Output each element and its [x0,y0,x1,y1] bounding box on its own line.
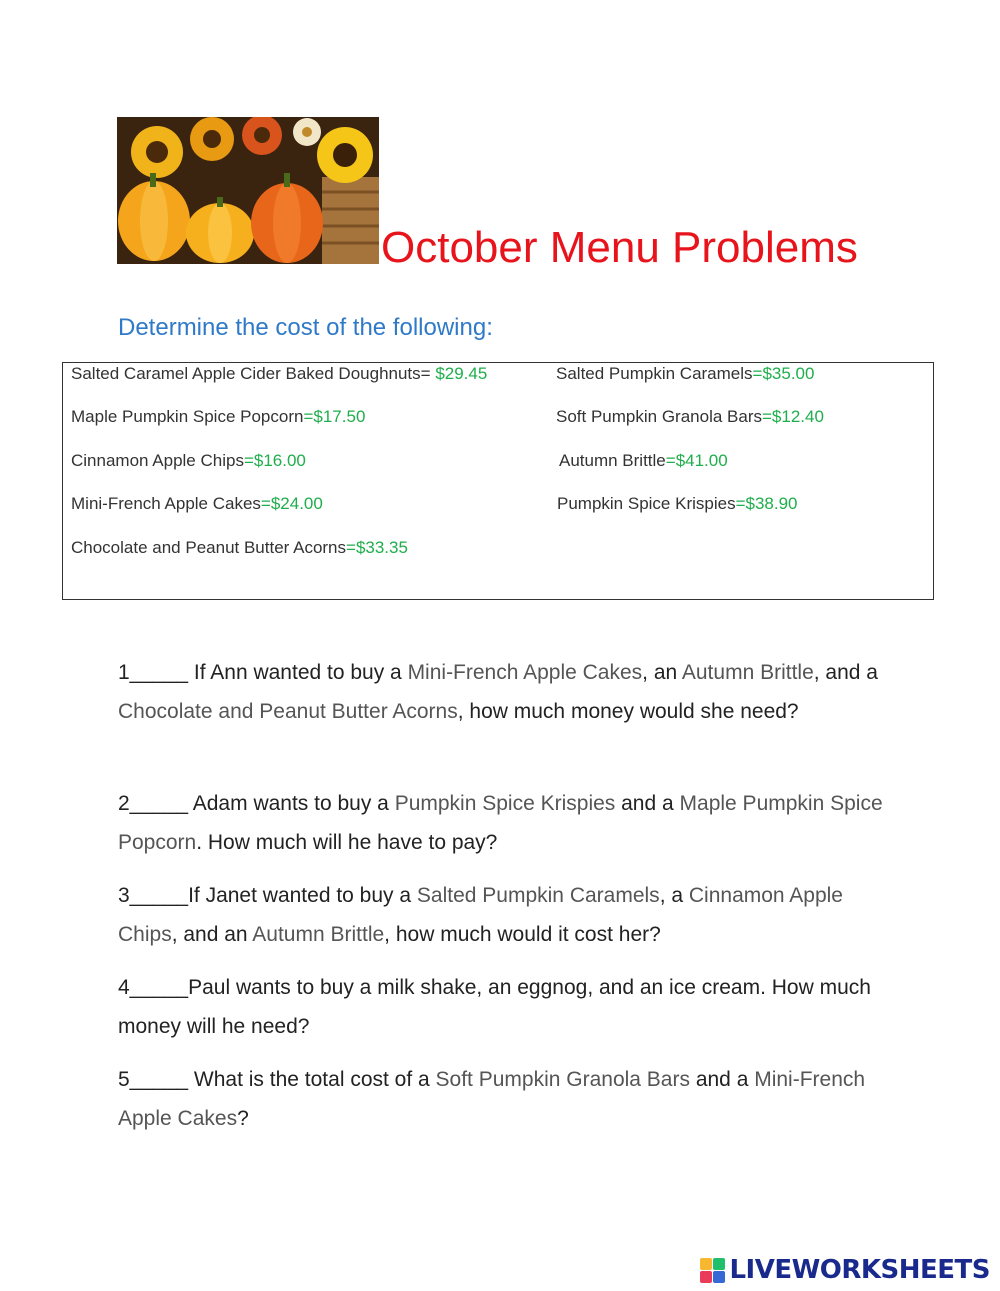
menu-price-list [62,362,934,600]
menu-item-name: Salted Pumpkin Caramels [556,364,753,383]
question-menu-item: Soft Pumpkin Granola Bars [435,1068,690,1091]
question-text: 1_____ If Ann wanted to buy a [118,661,408,684]
question-text: 2_____ Adam wants to buy a [118,792,395,815]
menu-item-price: =$16.00 [243,451,306,470]
menu-item-price: =$12.40 [761,407,824,426]
logo-tile-icon [713,1258,725,1270]
menu-item-price: =$38.90 [735,494,798,513]
liveworksheets-icon [700,1258,725,1283]
question-text: , how much would it cost her? [384,923,661,946]
question-4 [118,968,898,1046]
question-text: , and an [171,923,253,946]
menu-item-price: =$24.00 [260,494,323,513]
question-menu-item: Mini-French Apple Cakes [407,661,643,684]
question-2 [118,784,898,862]
brand-name: LIVEWORKSHEETS [729,1255,990,1285]
pumpkin-sunflower-illustration [117,117,379,264]
menu-item-name: Chocolate and Peanut Butter Acorns [71,538,347,557]
question-text: , how much money would she need? [457,700,799,723]
menu-item-name: Autumn Brittle [559,451,666,470]
question-text: 5_____ What is the total cost of a [118,1068,436,1091]
question-menu-item: Autumn Brittle [252,923,385,946]
menu-item-price: =$33.35 [346,538,408,557]
question-text: and a [615,792,680,815]
question-text: 4_____Paul wants to buy a milk shake, an eggnog, and an ice cream. How much money will he need? [118,976,871,1038]
question-1 [118,653,898,731]
question-text: 3_____If Janet wanted to buy a [118,884,417,907]
menu-item-name: Salted Caramel Apple Cider Baked Doughnuts= [71,364,436,383]
menu-item-name: Soft Pumpkin Granola Bars [556,407,762,426]
logo-tile-icon [700,1271,712,1283]
menu-item-name: Maple Pumpkin Spice Popcorn [71,407,304,426]
question-3 [118,876,898,954]
question-menu-item: Cinnamon Apple Chips [118,884,843,946]
logo-tile-icon [713,1271,725,1283]
menu-item-name: Pumpkin Spice Krispies [557,494,736,513]
logo-tile-icon [700,1258,712,1270]
menu-item [71,450,306,472]
page-title: October Menu Problems [381,223,858,272]
question-text: , a [659,884,689,907]
question-text: . How much will he have to pay? [196,831,498,854]
menu-item-name: Cinnamon Apple Chips [71,451,244,470]
menu-item [556,363,814,385]
question-menu-item: Maple Pumpkin Spice Popcorn [118,792,883,854]
question-text: , an [642,661,682,684]
instructions-subtitle: Determine the cost of the following: [118,314,493,341]
liveworksheets-logo[interactable] [700,1255,990,1285]
menu-item-price: $29.45 [435,364,488,383]
question-menu-item: Mini-French Apple Cakes [118,1068,866,1130]
menu-item-price: =$35.00 [752,364,815,383]
menu-item [559,450,728,472]
question-menu-item: Salted Pumpkin Caramels [416,884,660,907]
menu-item [71,537,408,559]
question-5 [118,1060,898,1138]
question-menu-item: Pumpkin Spice Krispies [394,792,616,815]
menu-item-price: =$17.50 [303,407,366,426]
question-text: , and a [813,661,878,684]
menu-item-price: =$41.00 [665,451,728,470]
menu-item [557,493,798,515]
menu-item [71,406,365,428]
header-pumpkins-image [117,117,379,264]
question-menu-item: Chocolate and Peanut Butter Acorns [118,700,458,723]
menu-item-name: Mini-French Apple Cakes [71,494,261,513]
question-menu-item: Autumn Brittle [681,661,814,684]
menu-item [71,363,487,385]
question-text: and a [689,1068,755,1091]
menu-item [556,406,824,428]
menu-item [71,493,323,515]
question-text: ? [237,1107,249,1130]
